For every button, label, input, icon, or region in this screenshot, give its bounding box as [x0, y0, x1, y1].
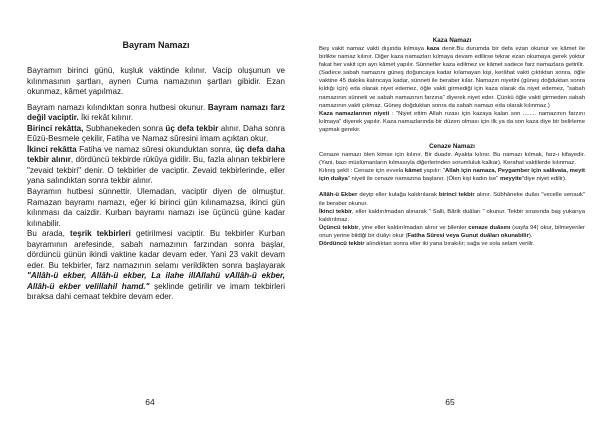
paragraph-cenaze-definition: Cenaze namazı ölen kimse için kılınır. Bir duadır. Ayakta kılınır. Bu namazı kılmak, farz-ı kifayedir. (Yani, bazı müslümanların kılmasıyla diğerlerinden sorumluluk kalkar). Kerahat vaktilerde kılınmaz. — [319, 152, 585, 167]
bayram-namazi-heading: Bayram Namazı — [122, 40, 190, 50]
paragraph-second-tekbir: İkinci tekbir, eller kaldırılmadan alınarak " Salli, Bârik duâları " okunur. Tekbir sırasında baş yukarıya kaldırılmaz. — [319, 208, 585, 223]
page-number-left: 64 — [145, 397, 155, 407]
paragraph-first-tekbir: Allâh-ü Ekber deyip eller kulağa kaldırılarak birinci tekbir alınır. Sübhâneke duâsı "vecelle senauk" ile beraber okunur. — [319, 192, 585, 207]
paragraph-intro: Bayramın birinci günü, kuşluk vaktinde kılınır. Vacip oluşunun ve kılınmasının şartları, aynen Cuma namazının şartları gibidir. Ezan okunmaz, kâmet yapılmaz. — [27, 66, 285, 97]
paragraph-second-rekat: İkinci rekâtta Fatiha ve namaz sûresi okunduktan sonra, üç defa daha tekbir alınır, dördüncü tekbirde rükûya gidilir. Bu, fazla alınan tekbirlere "zevaid tekbiri" denir. O tekbirler de vaciptir. Zevaid tekbirlerinde, eller yana salındıktan sonra tekbir alınır. — [27, 144, 285, 186]
paragraph-cenaze-kilinis: Kılınış şekli : Cenaze için evvela kâmet yapılır: "Allah için namaza, Peygamber için salâvata, meyit için duâya" niyeti ile cenaze namazına başlanır. (Ölen kişi kadın ise" meyyite"diye niyet edilir). — [319, 168, 585, 183]
left-page-content — [27, 40, 285, 303]
paragraph-third-tekbir: Üçüncü tekbir, yine eller kaldırılmadan alınır ve bilenler cenaze duâsını (sayfa 94) okur, bilmeyenler onun yerine bildiği bir duâyı okur (Fatiha Sûresi veya Gunut duâları okunabilir). — [319, 224, 586, 239]
page-number-right: 65 — [445, 397, 455, 407]
paragraph-kaza-niyet: Kaza namazlarının niyeti : "Niyet ettim Allah rızası için kazaya kalan son ........ namazının farzını kılmaya" diyerek yapılır. Kaza namazlarında bir düzen olması için ilk ya da son kaza diye bir belirleme yapmak gerekir. — [319, 110, 585, 133]
cenaze-namazi-heading: Cenaze Namazı — [429, 143, 475, 151]
paragraph-hutbe: Bayram namazı kılındıktan sonra hutbesi okunur. Bayram namazı farz değil vaciptir. İki rekât kılınır. — [27, 102, 285, 123]
paragraph-first-rekat: Birinci rekâtta, Subhanekeden sonra üç defa tekbir alınır. Daha sonra Eûzü-Besmele çekilir, Fatiha ve Namaz sûresini imam açıktan okur. — [27, 123, 285, 144]
paragraph-kaza-sabah: (Sadece sabah namazını güneş doğuncaya kadar kılamayan kişi, kerâhat vakti çıktıktan sonra, öğle vaktine 45 dakika kalıncaya kadar, sünneti ile beraber kılar. Namazın niyetini (güneş doğduktan sonra kıldığı için) eda olarak niyet edemez, öğle vakti girmediği için kaza olarak da niyet edemez, "sabah namazının sünneti ve sabah namazının farzına" diyerek niyet eder. Çünkü öğle vakti girmeden sabah namazının vakti çıkmaz. Güneş doğduktan sonra da sabah namazı eda olarak kılınmaz.) — [319, 70, 585, 109]
right-page — [300, 0, 600, 423]
paragraph-teshrik: Bu arada, teşrik tekbirleri getirilmesi vaciptir. Bu tekbirler Kurban bayramının arefesinde, sabah namazının farzından sonra başlar, dördüncü günün ikindi vaktine kadar devam eder. Yani 23 vakit devam eder. Bu tekbirler, farz namazının selamı verildikten sonra başlayarak "Allâh-ü ekber, Allâh-ü ekber, La ilahe illAllahü vAllâh-ü ekber, Allâh-ü ekber velillahil hamd." şeklinde getirilir ve imam tekbirleri bıraksa dahi cemaat tekbire devam eder. — [27, 229, 285, 302]
paragraph-kaza-definition: Beş vakit namaz vakti dışında kılmaya kaza denir.Bu durumda bir defa ezan okunur ve kâmet ile birlikte namaz kılınır. Diğer kaza namazları kılmaya devam edilirse tekrar ezan okumaya gerek yoktur fakat her vakit için ayrı kâmet yapılır. Sünnetler kaza edilmez ve kâmet sadece farz namazlara getirilir. — [319, 46, 585, 69]
right-page-content — [319, 37, 585, 248]
kaza-namazi-heading: Kaza Namazı — [432, 37, 472, 44]
paragraph-fourth-tekbir: Dördüncü tekbir alındıktan sonra eller iki yana bırakılır; sağa ve sola selam verilir. — [319, 240, 535, 247]
paragraph-bayram-hutbe: Bayramın hutbesi sünnettir. Ulemadan, vaciptir diyen de olmuştur. Ramazan bayramı namazı, eğer ki birinci gün kılınamazsa, ikinci gün kılınması da caizdir. Kurban bayramı namazı ise üçüncü güne kadar kılınabilir. — [27, 187, 285, 228]
